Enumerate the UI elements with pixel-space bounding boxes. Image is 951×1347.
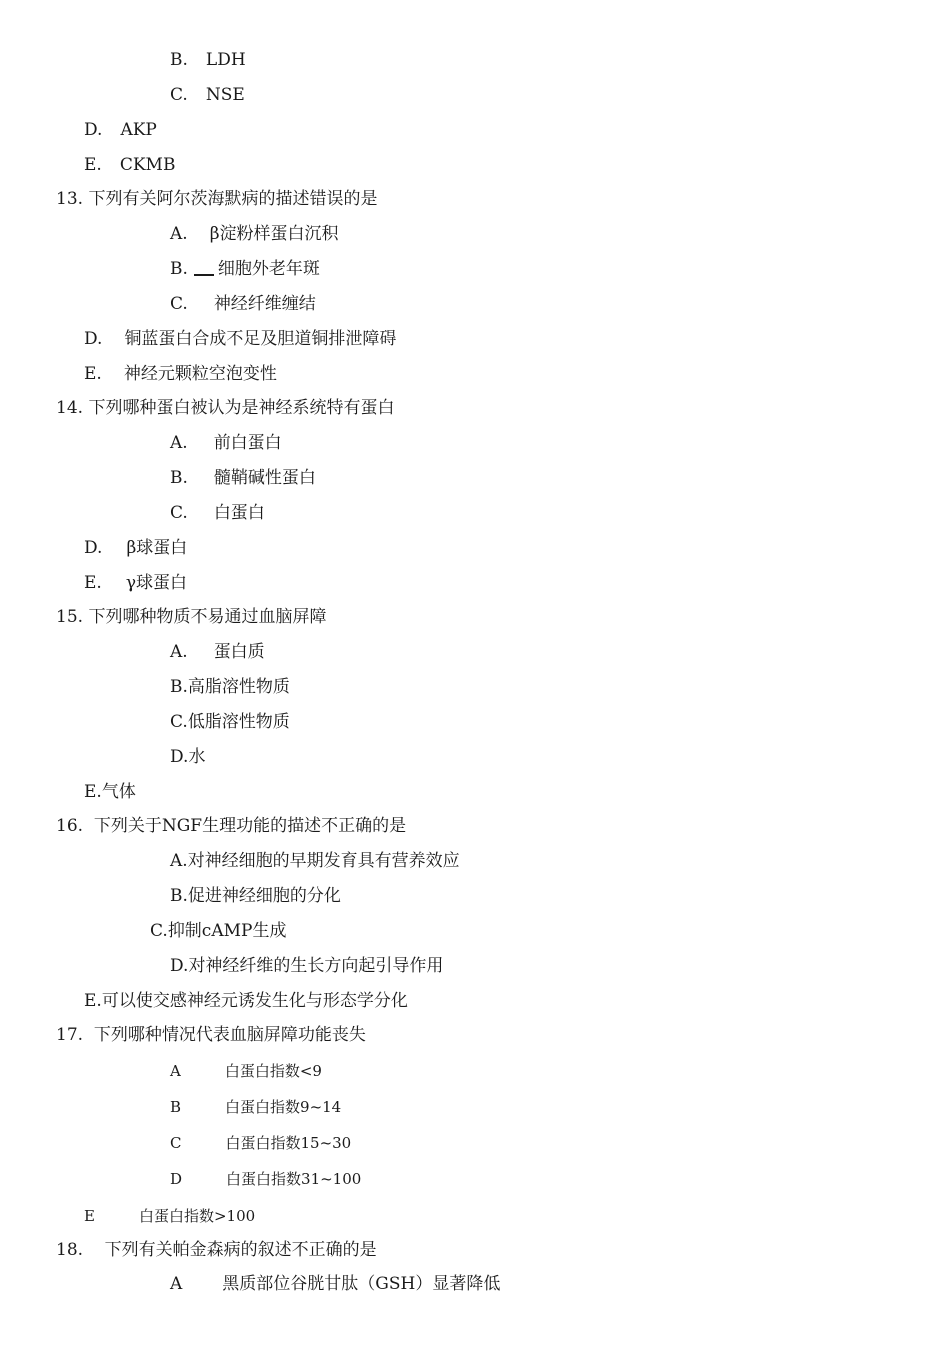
option-q17-d: D 白蛋白指数31~100: [170, 1170, 362, 1188]
option-q15-b: B.高脂溶性物质: [170, 677, 290, 697]
option-q18-a: A 黑质部位谷胱甘肽（GSH）显著降低: [170, 1274, 501, 1294]
option-q14-b: B. 髓鞘碱性蛋白: [170, 468, 316, 488]
blank-underline: [194, 258, 214, 276]
option-q17-a: A 白蛋白指数<9: [170, 1062, 322, 1080]
question-16-stem: 16. 下列关于NGF生理功能的描述不正确的是: [56, 816, 407, 836]
option-q13-b: B. 细胞外老年斑: [170, 259, 320, 279]
option-q14-e: E. γ球蛋白: [84, 573, 187, 593]
option-q13-c: C. 神经纤维缠结: [170, 294, 316, 314]
option-q13-a: A. β淀粉样蛋白沉积: [170, 224, 339, 244]
option-q12-b: B. LDH: [170, 50, 246, 70]
option-q17-c: C 白蛋白指数15~30: [170, 1134, 352, 1152]
option-q12-d: D. AKP: [84, 120, 157, 140]
option-q16-d: D.对神经纤维的生长方向起引导作用: [170, 956, 444, 976]
question-14-stem: 14. 下列哪种蛋白被认为是神经系统特有蛋白: [56, 398, 395, 418]
question-17-stem: 17. 下列哪种情况代表血脑屏障功能丧失: [56, 1025, 366, 1045]
question-18-stem: 18. 下列有关帕金森病的叙述不正确的是: [56, 1240, 377, 1260]
option-q14-c: C. 白蛋白: [170, 503, 265, 523]
option-q15-c: C.低脂溶性物质: [170, 712, 290, 732]
question-13-stem: 13. 下列有关阿尔茨海默病的描述错误的是: [56, 189, 378, 209]
option-q16-c: C.抑制cAMP生成: [150, 921, 287, 941]
option-q12-e: E. CKMB: [84, 155, 176, 175]
option-q15-e: E.气体: [84, 782, 136, 802]
option-q17-e: E 白蛋白指数>100: [84, 1207, 256, 1225]
option-q15-d: D.水: [170, 747, 206, 767]
question-15-stem: 15. 下列哪种物质不易通过血脑屏障: [56, 607, 327, 627]
option-q16-e: E.可以使交感神经元诱发生化与形态学分化: [84, 991, 408, 1011]
option-q16-a: A.对神经细胞的早期发育具有营养效应: [170, 851, 460, 871]
option-q12-c: C. NSE: [170, 85, 245, 105]
option-q16-b: B.促进神经细胞的分化: [170, 886, 341, 906]
option-q13-d: D. 铜蓝蛋白合成不足及胆道铜排泄障碍: [84, 329, 397, 349]
option-q14-d: D. β球蛋白: [84, 538, 188, 558]
option-q15-a: A. 蛋白质: [170, 642, 265, 662]
option-q17-b: B 白蛋白指数9~14: [170, 1098, 342, 1116]
option-q14-a: A. 前白蛋白: [170, 433, 282, 453]
option-q13-e: E. 神经元颗粒空泡变性: [84, 364, 277, 384]
